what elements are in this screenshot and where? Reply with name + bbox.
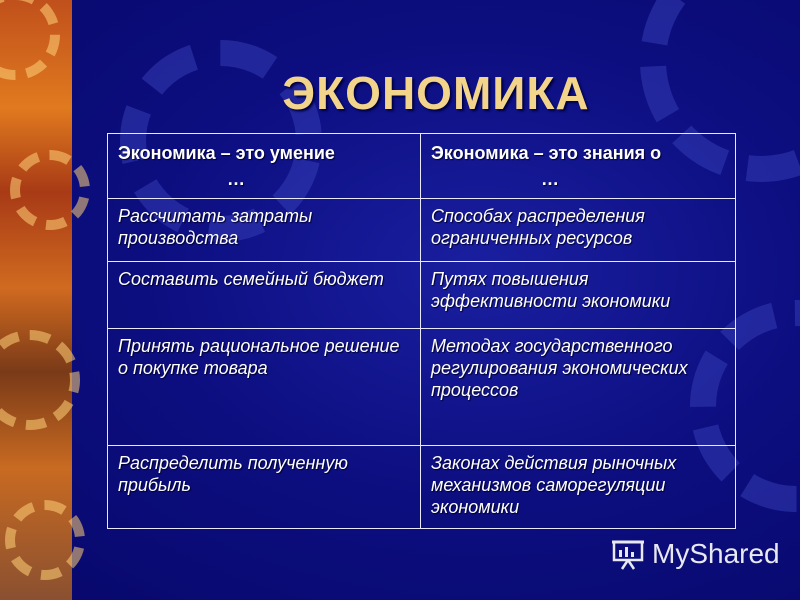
slide-title: ЭКОНОМИКА	[282, 67, 590, 119]
header-ellipsis: …	[227, 169, 245, 189]
header-text: Экономика – это знания о	[431, 143, 662, 163]
table-header-row	[108, 134, 736, 199]
header-text: Экономика – это умение	[118, 143, 335, 163]
comparison-table	[107, 133, 736, 529]
table-cell: Составить семейный бюджет	[108, 262, 421, 329]
table-row	[108, 329, 736, 446]
table-cell: Рассчитать затраты производства	[108, 199, 421, 262]
table-cell: Способах распределения ограниченных ресурсов	[421, 199, 736, 262]
decorative-gear-strip	[0, 0, 72, 600]
watermark-text: MyShared	[652, 538, 780, 569]
table-header-cell	[108, 134, 421, 199]
table-cell: Распределить полученную прибыль	[108, 446, 421, 529]
table-row	[108, 199, 736, 262]
table-cell: Методах государственного регулирования экономических процессов	[421, 329, 736, 446]
watermark-logo	[610, 536, 780, 572]
table-cell: Законах действия рыночных механизмов саморегуляции экономики	[421, 446, 736, 529]
header-ellipsis: …	[541, 169, 559, 189]
presentation-board-icon	[610, 538, 646, 570]
gear-icon	[0, 0, 60, 80]
table-row	[108, 446, 736, 529]
gear-icon	[5, 500, 85, 580]
table-cell: Путях повышения эффективности экономики	[421, 262, 736, 329]
gear-icon	[0, 330, 80, 430]
table-cell: Принять рациональное решение о покупке товара	[108, 329, 421, 446]
table-header-cell	[421, 134, 736, 199]
gear-icon	[10, 150, 90, 230]
table-row	[108, 262, 736, 329]
